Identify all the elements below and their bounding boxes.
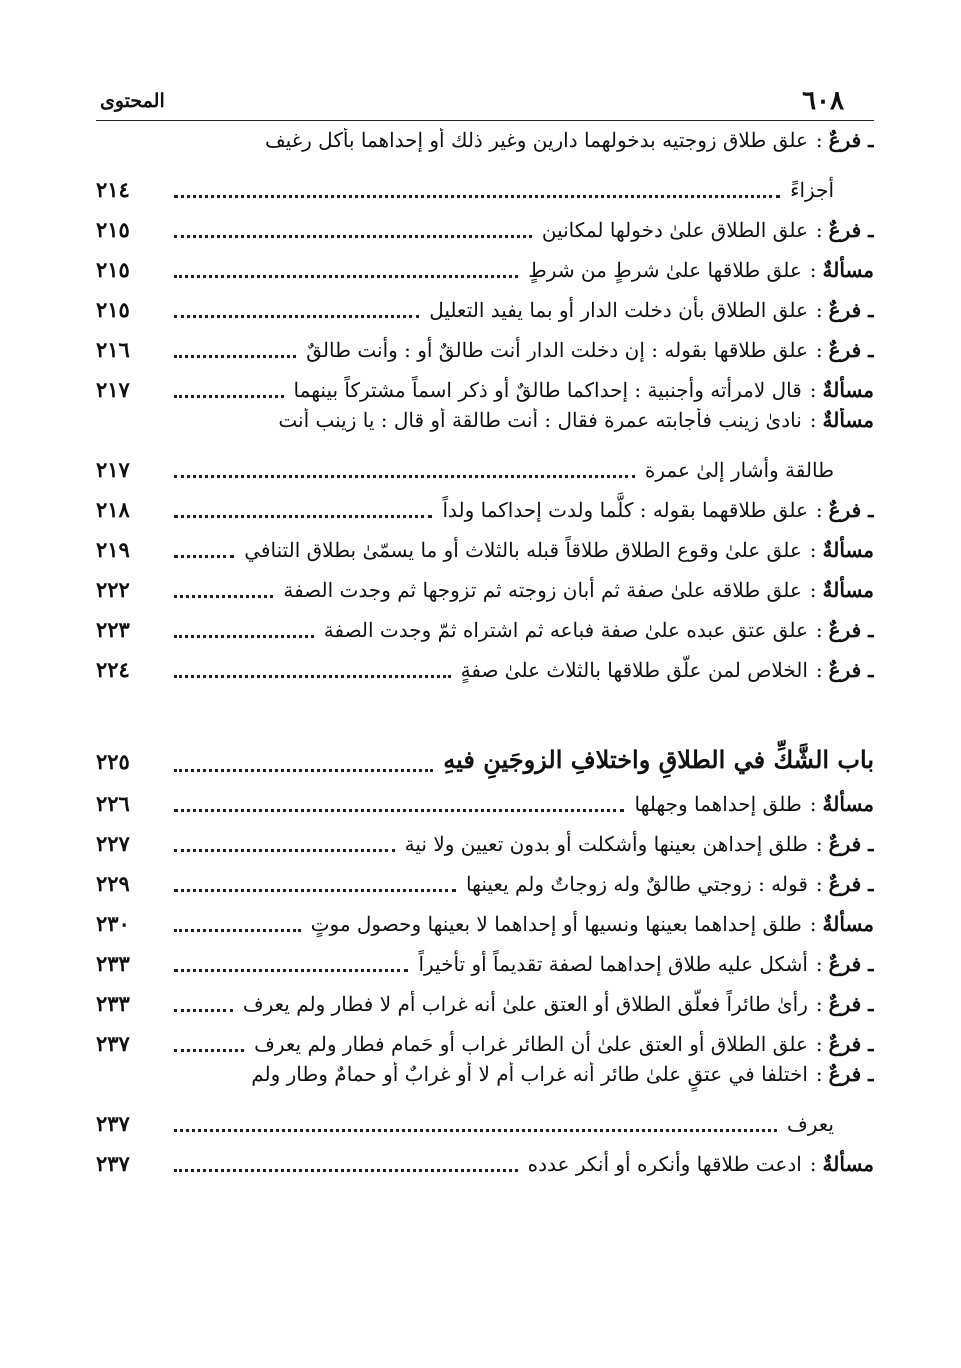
chapter-heading bbox=[96, 736, 874, 782]
entry-text-continued: طالقة وأشار إلىٰ عمرة bbox=[644, 458, 834, 482]
entry-label: مسألةٌ bbox=[822, 408, 874, 432]
entry-page-number: ٢٣٧ bbox=[96, 1031, 130, 1056]
toc-entry: مسألةٌ : طلق إحداهما بعينها ونسيها أو إحداهما لا بعينها وحصول موتٍ ٢٣٠ bbox=[96, 902, 874, 942]
toc-entry: مسألةٌ : طلق إحداهما وجهلها ٢٢٦ bbox=[96, 782, 874, 822]
dot-leader bbox=[174, 554, 234, 558]
table-of-contents bbox=[96, 128, 874, 1182]
entry-label: مسألةٌ bbox=[822, 792, 874, 816]
entry-text: اختلفا في عتقٍ علىٰ طائر أنه غراب أم لا أو غرابٌ أو حمامٌ وطار ولم bbox=[251, 1062, 808, 1086]
entry-label: مسألةٌ bbox=[822, 578, 874, 602]
entry-page-number: ٢٢٩ bbox=[96, 871, 130, 896]
entry-page-number: ٢١٧ bbox=[96, 377, 130, 402]
entry-label: ـ فرعٌ bbox=[828, 952, 874, 976]
dot-leader bbox=[174, 314, 419, 318]
entry-text: علق طلاقهما بقوله : كلَّما ولدت إحداكما ولداً bbox=[442, 498, 808, 522]
dot-leader bbox=[174, 848, 395, 852]
entry-text: أشكل عليه طلاق إحداهما لصفة تقديماً أو تأخيراً bbox=[418, 952, 808, 976]
dot-leader bbox=[174, 808, 624, 812]
entry-text: علق طلاق زوجتيه بدخولهما دارين وغير ذلك أو إحداهما بأكل رغيف bbox=[264, 128, 808, 152]
dot-leader bbox=[174, 1048, 244, 1052]
entry-label: مسألةٌ bbox=[822, 258, 874, 282]
entry-label: مسألةٌ bbox=[822, 378, 874, 402]
dot-leader bbox=[174, 968, 408, 972]
entry-text: علق طلاقه علىٰ صفة ثم أبان زوجته ثم تزوجها ثم وجدت الصفة bbox=[283, 578, 802, 602]
entry-label: ـ فرعٌ bbox=[828, 338, 874, 362]
entry-label: ـ فرعٌ bbox=[828, 1032, 874, 1056]
chapter-page-number: ٢٢٥ bbox=[96, 749, 130, 774]
entry-page-number: ٢١٥ bbox=[96, 217, 130, 242]
toc-entry: ـ فرعٌ : الخلاص لمن علّق طلاقها بالثلاث علىٰ صفةٍ ٢٢٤ bbox=[96, 648, 874, 688]
entry-page-number: ٢٣٧ bbox=[96, 1151, 130, 1176]
dot-leader bbox=[174, 274, 518, 278]
entry-text: طلق إحداهن بعينها وأشكلت أو بدون تعيين ولا نية bbox=[404, 832, 808, 856]
dot-leader bbox=[174, 1008, 233, 1012]
entry-label: ـ فرعٌ bbox=[828, 872, 874, 896]
entry-page-number: ٢١٦ bbox=[96, 337, 130, 362]
entry-page-number: ٢١٤ bbox=[96, 177, 130, 202]
toc-entry: ـ فرعٌ : طلق إحداهن بعينها وأشكلت أو بدون تعيين ولا نية ٢٢٧ bbox=[96, 822, 874, 862]
entry-text: طلق إحداهما وجهلها bbox=[634, 792, 802, 816]
entry-page-number: ٢٢٤ bbox=[96, 657, 130, 682]
dot-leader bbox=[174, 768, 433, 772]
dot-leader bbox=[174, 594, 273, 598]
entry-page-number: ٢١٩ bbox=[96, 537, 130, 562]
entry-label: مسألةٌ bbox=[822, 912, 874, 936]
entry-text: علق الطلاق علىٰ دخولها لمكانين bbox=[541, 218, 808, 242]
entry-page-number: ٢٢٢ bbox=[96, 577, 130, 602]
toc-entry: ـ فرعٌ : أشكل عليه طلاق إحداهما لصفة تقديماً أو تأخيراً ٢٣٣ bbox=[96, 942, 874, 982]
toc-entry: مسألةٌ:نادىٰ زينب فأجابته عمرة فقال : أنت طالقة أو قال : يا زينب أنت طالقة وأشار إلىٰ عمرة ٢١٧ bbox=[96, 408, 874, 488]
chapter-title: باب الشَّكِّ في الطلاقِ واختلافِ الزوجَينِ فيهِ bbox=[443, 745, 874, 774]
entry-text: علق علىٰ وقوع الطلاق طلاقاً قبله بالثلاث أو ما يسمّىٰ بطلاق التنافي bbox=[244, 538, 802, 562]
dot-leader bbox=[174, 234, 532, 238]
entry-page-number: ٢٣٧ bbox=[96, 1111, 130, 1136]
toc-entry: ـ فرعٌ : علق طلاقها بقوله : إن دخلت الدار أنت طالقٌ أو : وأنت طالقٌ ٢١٦ bbox=[96, 328, 874, 368]
toc-entry: مسألةٌ : علق طلاقها علىٰ شرطٍ من شرطٍ ٢١٥ bbox=[96, 248, 874, 288]
entry-page-number: ٢١٥ bbox=[96, 257, 130, 282]
toc-entry: ـ فرعٌ : علق الطلاق أو العتق علىٰ أن الطائر غراب أو حَمام فطار ولم يعرف ٢٣٧ bbox=[96, 1022, 874, 1062]
entry-label: ـ فرعٌ bbox=[828, 618, 874, 642]
entry-label: ـ فرعٌ bbox=[828, 992, 874, 1016]
running-title: المحتوى bbox=[100, 90, 165, 112]
entry-page-number: ٢٢٣ bbox=[96, 617, 130, 642]
entry-label: ـ فرعٌ bbox=[828, 1062, 874, 1086]
entry-text-continued: أجزاءً bbox=[790, 178, 834, 202]
dot-leader bbox=[174, 674, 451, 678]
entry-label: ـ فرعٌ bbox=[828, 218, 874, 242]
dot-leader bbox=[174, 394, 284, 398]
dot-leader bbox=[174, 928, 301, 932]
entry-text: علق طلاقها علىٰ شرطٍ من شرطٍ bbox=[528, 258, 802, 282]
entry-text: رأىٰ طائراً فعلّق الطلاق أو العتق علىٰ أنه غراب أم لا فطار ولم يعرف bbox=[242, 992, 808, 1016]
toc-entry: ـ فرعٌ : علق عتق عبده علىٰ صفة فباعه ثم اشتراه ثمّ وجدت الصفة ٢٢٣ bbox=[96, 608, 874, 648]
entry-text-continued: يعرف bbox=[787, 1112, 834, 1136]
page-number: ٦٠٨ bbox=[802, 86, 844, 116]
dot-leader bbox=[174, 514, 432, 518]
entry-text: علق عتق عبده علىٰ صفة فباعه ثم اشتراه ثمّ وجدت الصفة bbox=[323, 618, 808, 642]
entry-text: قال لامرأته وأجنبية : إحداكما طالقٌ أو ذكر اسماً مشتركاً بينهما bbox=[293, 378, 802, 402]
entry-text: قوله : زوجتي طالقٌ وله زوجاتٌ ولم يعينها bbox=[466, 872, 808, 896]
entry-label: مسألةٌ bbox=[822, 1152, 874, 1176]
entry-label: ـ فرعٌ bbox=[828, 658, 874, 682]
dot-leader bbox=[174, 194, 780, 198]
entry-label: مسألةٌ bbox=[822, 538, 874, 562]
entry-text: نادىٰ زينب فأجابته عمرة فقال : أنت طالقة أو قال : يا زينب أنت bbox=[278, 408, 802, 432]
entry-text: علق طلاقها بقوله : إن دخلت الدار أنت طالقٌ أو : وأنت طالقٌ bbox=[306, 338, 808, 362]
toc-entry: مسألةٌ : قال لامرأته وأجنبية : إحداكما طالقٌ أو ذكر اسماً مشتركاً بينهما ٢١٧ bbox=[96, 368, 874, 408]
toc-entry: ـ فرعٌ:اختلفا في عتقٍ علىٰ طائر أنه غراب أم لا أو غرابٌ أو حمامٌ وطار ولم يعرف ٢٣٧ bbox=[96, 1062, 874, 1142]
entry-text: الخلاص لمن علّق طلاقها بالثلاث علىٰ صفةٍ bbox=[460, 658, 808, 682]
toc-entry: ـ فرعٌ : رأىٰ طائراً فعلّق الطلاق أو العتق علىٰ أنه غراب أم لا فطار ولم يعرف ٢٣٣ bbox=[96, 982, 874, 1022]
toc-entry: مسألةٌ : ادعت طلاقها وأنكره أو أنكر عدده ٢٣٧ bbox=[96, 1142, 874, 1182]
toc-entry: ـ فرعٌ : قوله : زوجتي طالقٌ وله زوجاتٌ ولم يعينها ٢٢٩ bbox=[96, 862, 874, 902]
entry-text: ادعت طلاقها وأنكره أو أنكر عدده bbox=[527, 1152, 802, 1176]
entry-text: علق الطلاق بأن دخلت الدار أو بما يفيد التعليل bbox=[429, 298, 808, 322]
toc-entry: ـ فرعٌ : علق الطلاق بأن دخلت الدار أو بما يفيد التعليل ٢١٥ bbox=[96, 288, 874, 328]
entry-page-number: ٢٢٦ bbox=[96, 791, 130, 816]
entry-label: ـ فرعٌ bbox=[828, 832, 874, 856]
entry-page-number: ٢١٨ bbox=[96, 497, 130, 522]
entry-text: علق الطلاق أو العتق علىٰ أن الطائر غراب أو حَمام فطار ولم يعرف bbox=[254, 1032, 808, 1056]
toc-entry: مسألةٌ : علق طلاقه علىٰ صفة ثم أبان زوجته ثم تزوجها ثم وجدت الصفة ٢٢٢ bbox=[96, 568, 874, 608]
dot-leader bbox=[174, 1168, 518, 1172]
entry-label: ـ فرعٌ bbox=[828, 298, 874, 322]
entry-page-number: ٢١٧ bbox=[96, 457, 130, 482]
toc-entry: ـ فرعٌ:علق طلاق زوجتيه بدخولهما دارين وغير ذلك أو إحداهما بأكل رغيف أجزاءً ٢١٤ bbox=[96, 128, 874, 208]
dot-leader bbox=[174, 474, 635, 478]
entry-page-number: ٢٣٣ bbox=[96, 991, 130, 1016]
toc-entry: ـ فرعٌ : علق الطلاق علىٰ دخولها لمكانين ٢١٥ bbox=[96, 208, 874, 248]
dot-leader bbox=[174, 354, 296, 358]
toc-entry: ـ فرعٌ : علق طلاقهما بقوله : كلَّما ولدت إحداكما ولداً ٢١٨ bbox=[96, 488, 874, 528]
entry-label: ـ فرعٌ bbox=[828, 498, 874, 522]
toc-entry: مسألةٌ : علق علىٰ وقوع الطلاق طلاقاً قبله بالثلاث أو ما يسمّىٰ بطلاق التنافي ٢١٩ bbox=[96, 528, 874, 568]
page-header bbox=[96, 82, 874, 121]
dot-leader bbox=[174, 888, 456, 892]
entry-label: ـ فرعٌ bbox=[828, 128, 874, 152]
entry-page-number: ٢٢٧ bbox=[96, 831, 130, 856]
entry-page-number: ٢٣٠ bbox=[96, 911, 130, 936]
dot-leader bbox=[174, 1128, 777, 1132]
entry-page-number: ٢٣٣ bbox=[96, 951, 130, 976]
entry-text: طلق إحداهما بعينها ونسيها أو إحداهما لا بعينها وحصول موتٍ bbox=[310, 912, 802, 936]
dot-leader bbox=[174, 634, 314, 638]
entry-page-number: ٢١٥ bbox=[96, 297, 130, 322]
